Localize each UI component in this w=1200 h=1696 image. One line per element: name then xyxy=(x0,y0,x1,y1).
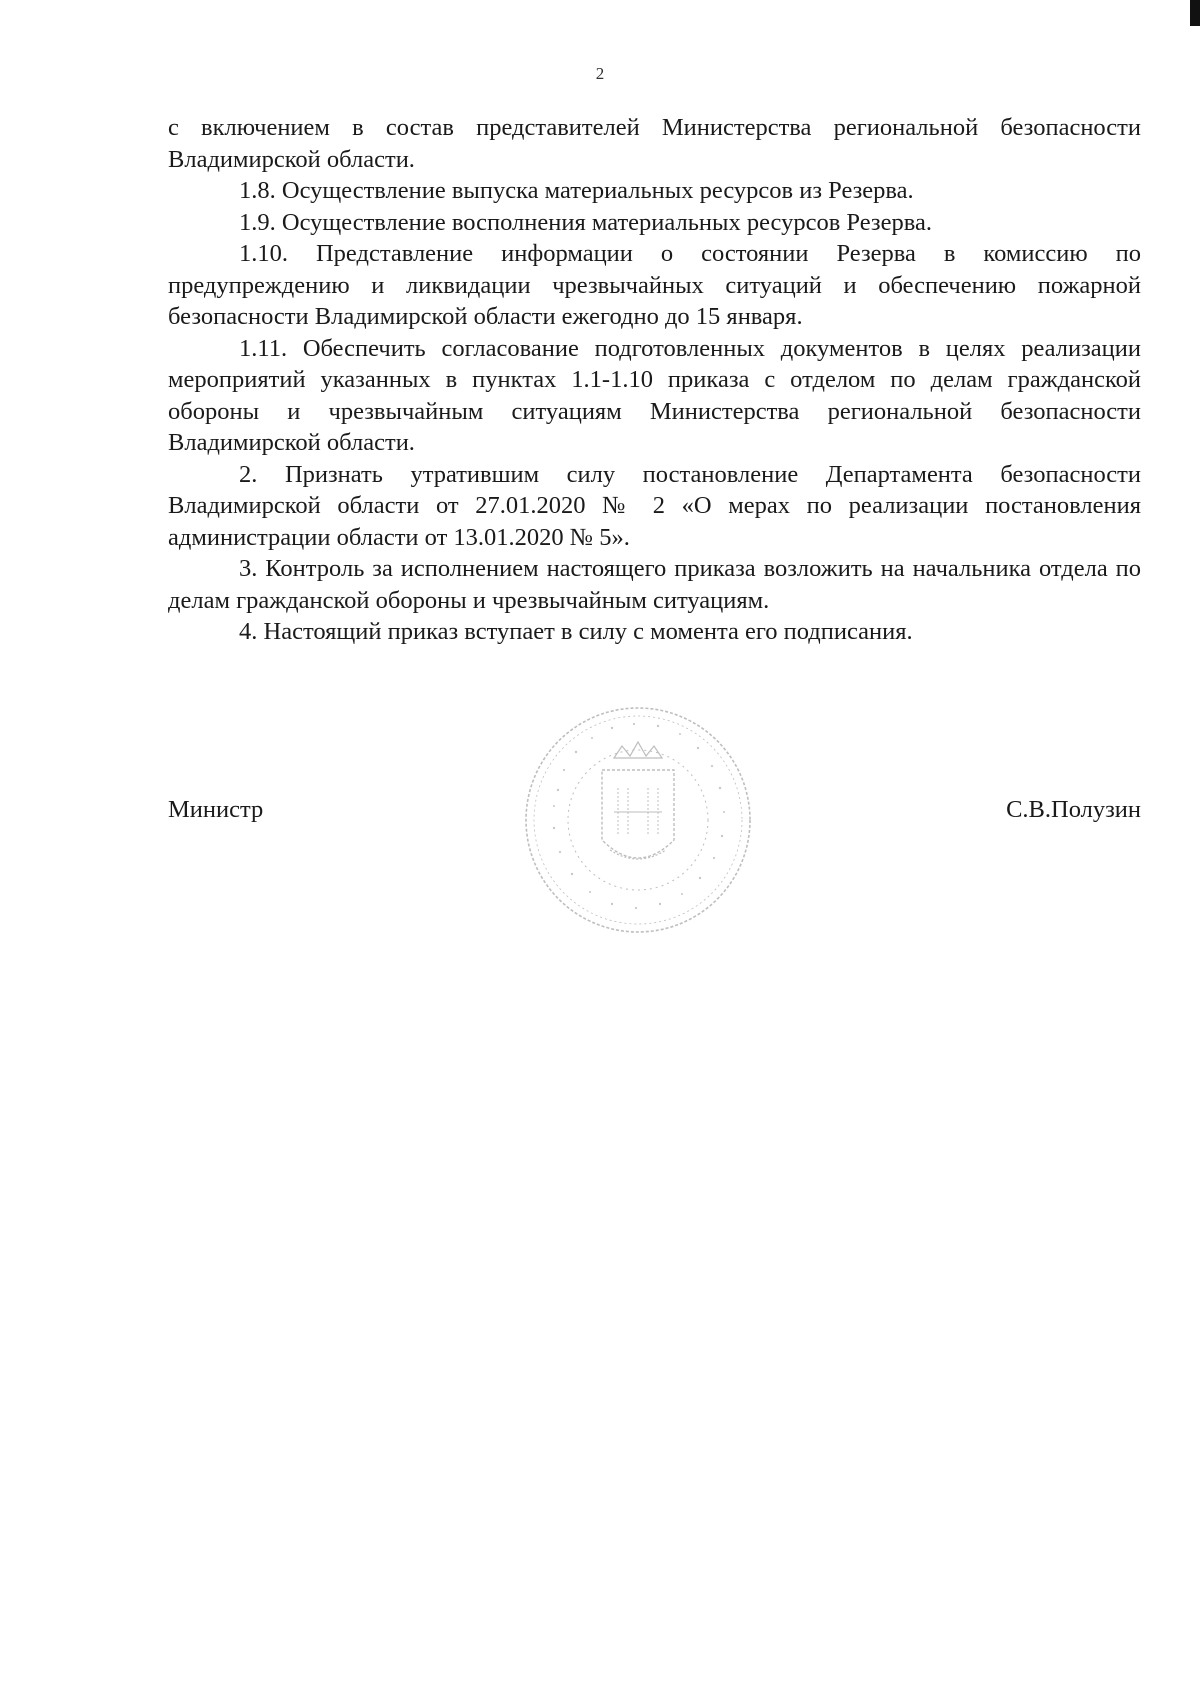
page-number: 2 xyxy=(595,64,605,83)
signatory-title: Министр xyxy=(168,796,264,823)
signatory-name: С.В.Полузин xyxy=(1006,796,1141,823)
paragraph-1-9: 1.9. Осуществление восполнения материальных ресурсов Резерва. xyxy=(239,208,932,236)
document-body xyxy=(168,112,1141,648)
scan-edge-mark xyxy=(1190,0,1200,26)
paragraph-3: 3. Контроль за исполнением настоящего приказа возложить на начальника отдела по делам гражданской обороны и чрезвычайным ситуациям. xyxy=(168,555,1141,614)
paragraph-4: 4. Настоящий приказ вступает в силу с момента его подписания. xyxy=(239,618,913,645)
paragraph-continuation: с включением в состав представителей Министерства региональной безопасности Владимирской области. xyxy=(168,114,1141,173)
paragraph-1-10: 1.10. Представление информации о состоянии Резерва в комиссию по предупреждению и ликвидации чрезвычайных ситуаций и обеспечению пожарной безопасности Владимирской области ежегодно до 15 января. xyxy=(168,240,1141,330)
paragraph-2: 2. Признать утратившим силу постановление Департамента безопасности Владимирской области от 27.01.2020 № 2 «О мерах по реализации постановления администрации области от 13.01.2020 № 5». xyxy=(168,460,1141,551)
signature-block xyxy=(168,794,1141,828)
paragraph-1-11: 1.11. Обеспечить согласование подготовленных документов в целях реализации мероприятий указанных в пунктах 1.1-1.10 приказа с отделом по делам гражданской обороны и чрезвычайным ситуациям Министерства региональной безопасности Владимирской области. xyxy=(168,334,1141,456)
paragraph-1-8: 1.8. Осуществление выпуска материальных ресурсов из Резерва. xyxy=(239,177,914,204)
